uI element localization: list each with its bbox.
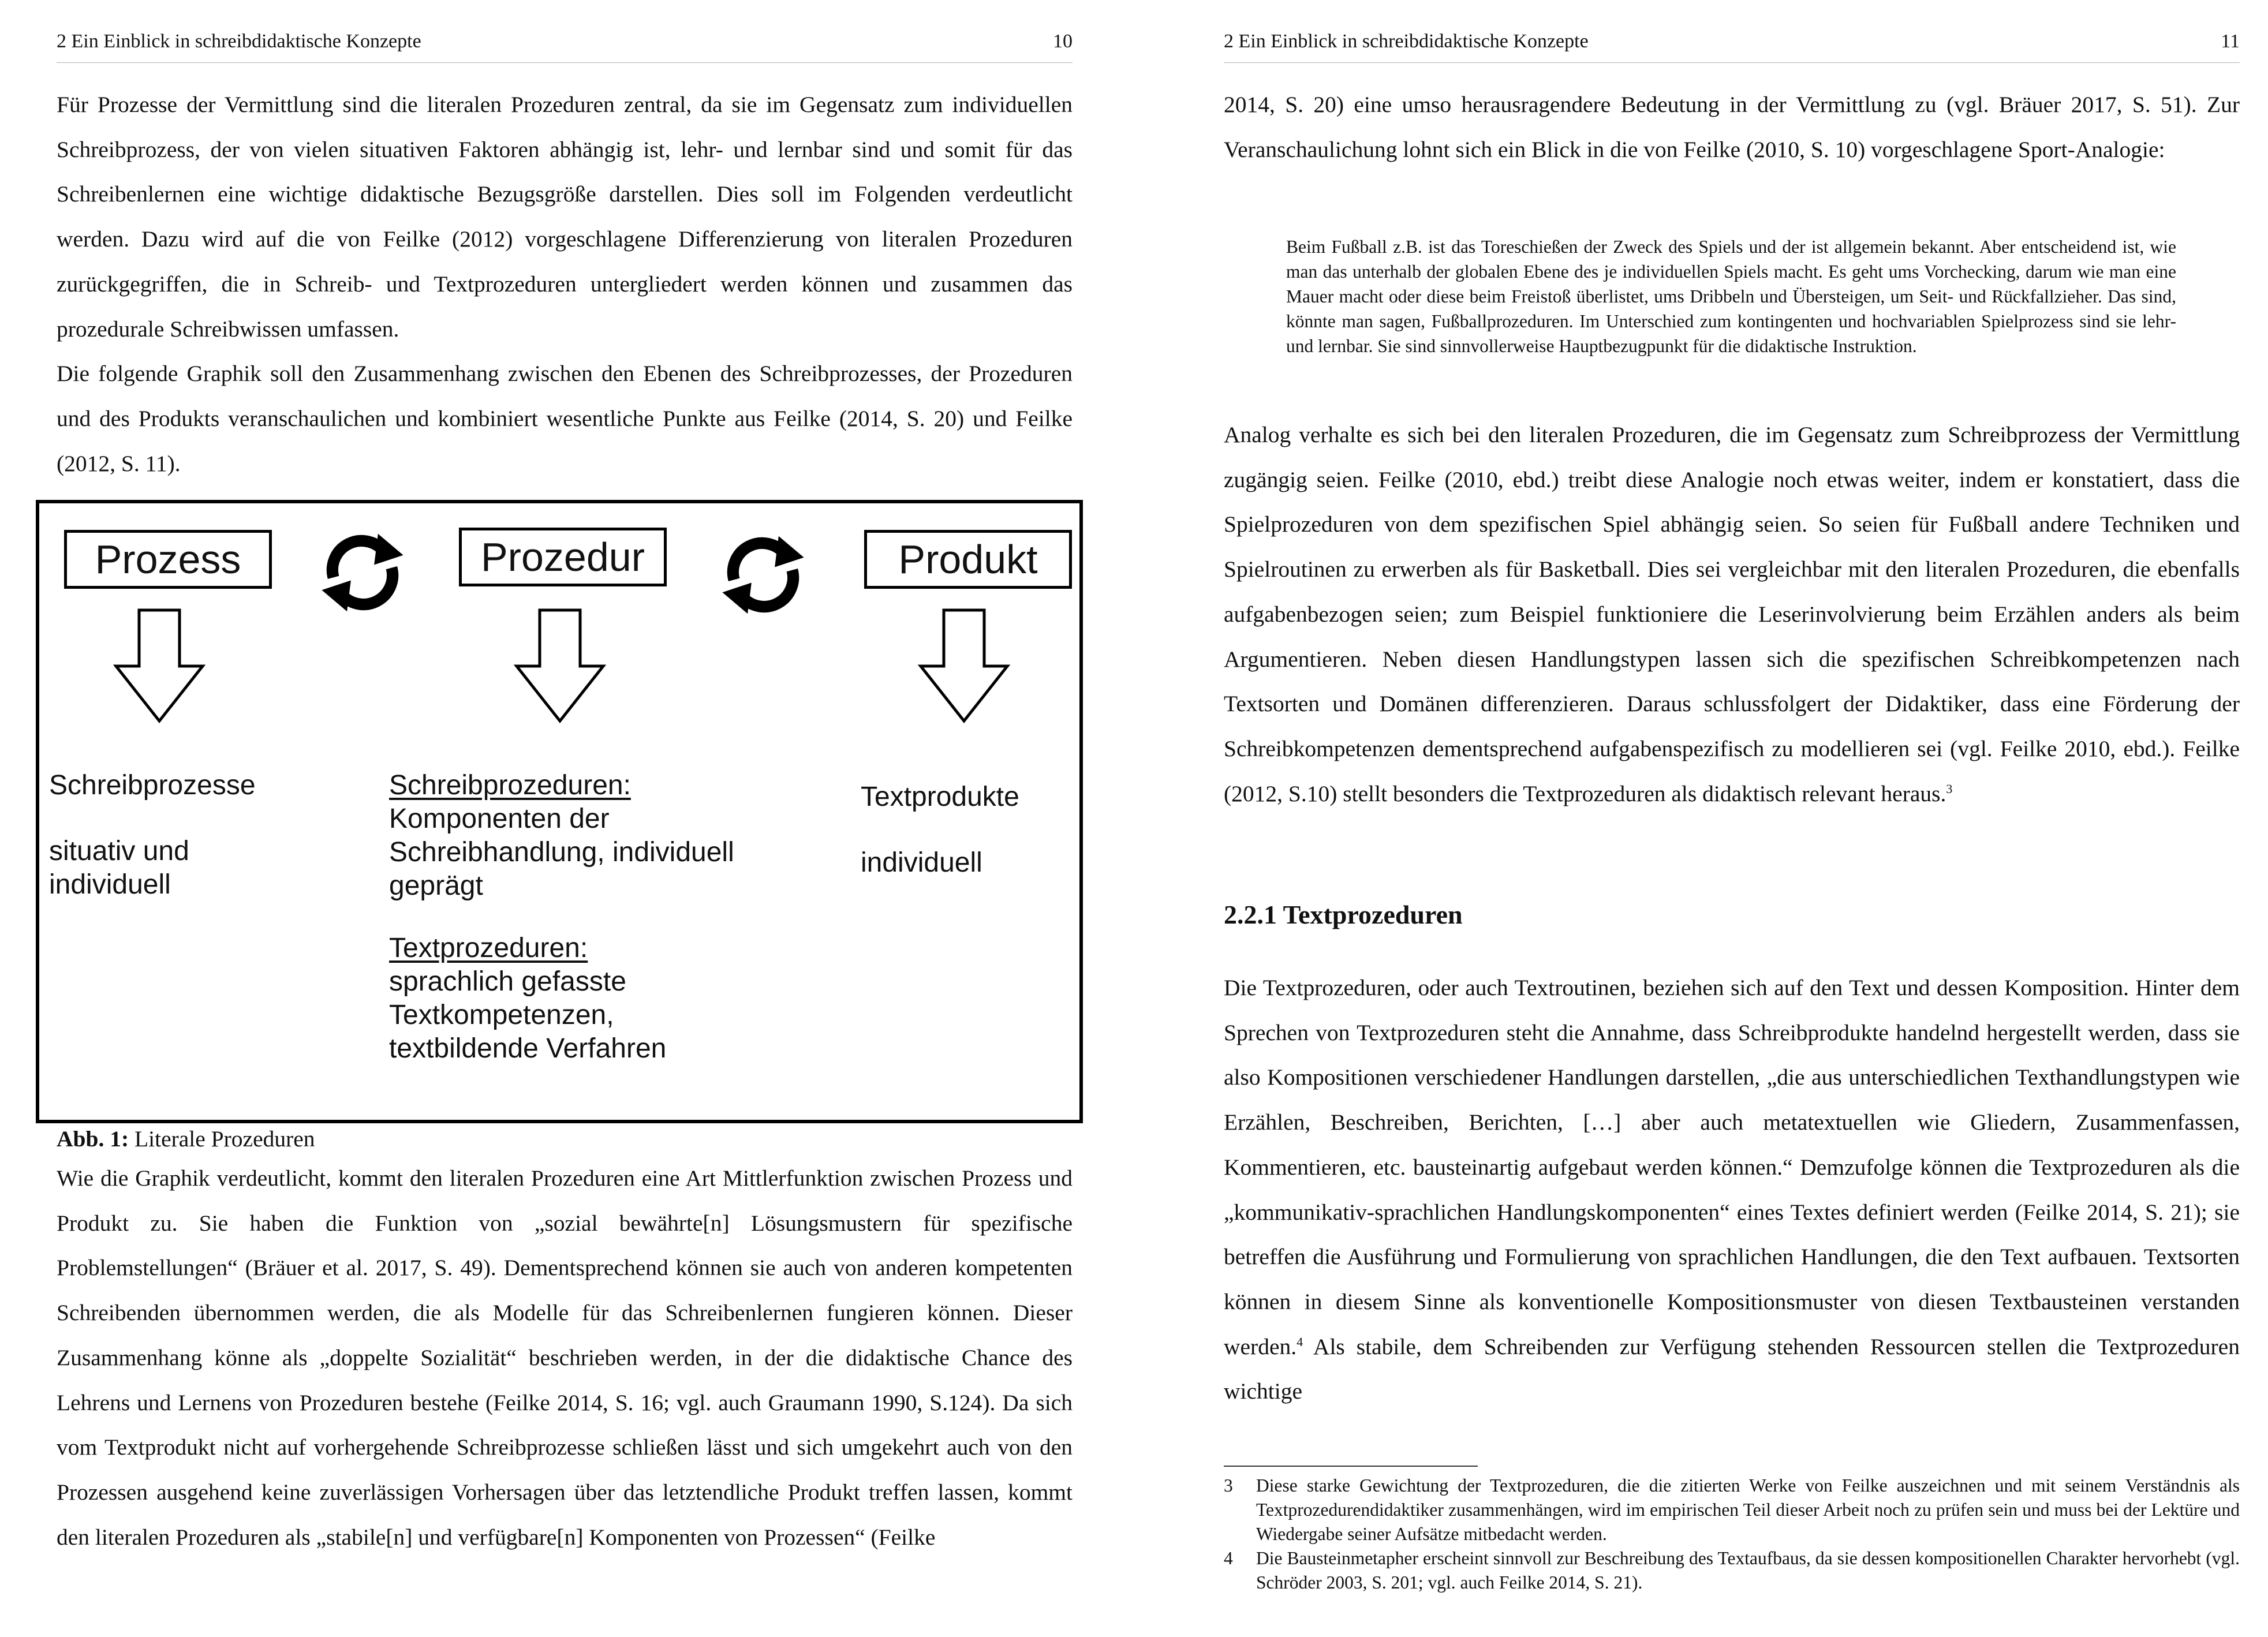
right-body-bottom <box>1224 966 2240 1414</box>
running-head-right <box>1224 29 2240 63</box>
paragraph <box>1224 413 2240 816</box>
refresh-cycle-icon <box>715 526 812 623</box>
right-body-middle <box>1224 413 2240 816</box>
box-prozedur <box>459 528 667 586</box>
footnote-number: 3 <box>1224 1475 1233 1496</box>
caption-text: Literale Prozeduren <box>129 1126 315 1152</box>
col3-title: Textprodukte <box>861 782 1019 812</box>
paragraph-text: Analog verhalte es sich bei den literalen Prozeduren, die im Gegensatz zum Schreibprozess der Vermittlung zugängig seien. Feilke (2010, ebd.) treibt diese Analogie noch etwas weiter, indem er konstatiert, dass die Spielprozeduren von dem spezifischen Spiel abhängig seien. So seien für Fußball andere Techniken und Spielroutinen zu erwerben als für Basketball. Dies sei vergleichbar mit den literalen Prozeduren, die ebenfalls aufgabenbezogen seien; zum Beispiel funktioniere die Leserinvolvierung beim Erzählen anders als beim Argumentieren. Neben diesen Handlungstypen lassen sich die spezifischen Schreibkompetenzen nach Textsorten und Domänen differenzieren. Daraus schlussfolgert der Didaktiker, dass eine Förderung der Schreibkompetenzen dementsprechend aufgabenspezifisch zu modellieren sei (vgl. Feilke 2010, ebd.). Feilke (2012, S.10) stellt besonders die Textprozeduren als didaktisch relevant heraus. <box>1224 422 2240 806</box>
figure-literale-prozeduren <box>36 500 1083 1123</box>
col2-text: Schreibhandlung, individuell <box>389 837 734 868</box>
col1-text: situativ und <box>49 836 189 866</box>
col2-text: Komponenten der <box>389 803 610 834</box>
left-body-top <box>57 83 1073 486</box>
footnote <box>1224 1546 2240 1595</box>
figure-col-textprodukte <box>861 780 1019 880</box>
box-produkt <box>864 530 1072 589</box>
footnote <box>1224 1474 2240 1546</box>
caption-label: Abb. 1: <box>57 1126 129 1152</box>
blockquote-sport-analogie <box>1286 234 2176 358</box>
page-number: 10 <box>1053 31 1073 52</box>
down-arrow-icon <box>918 608 1010 724</box>
page-number: 11 <box>2221 31 2240 52</box>
paragraph: Die folgende Graphik soll den Zusammenhang zwischen den Ebenen des Schreibprozesses, der Prozeduren und des Produkts veranschaulichen und kombiniert wesentliche Punkte aus Feilke (2014, S. 20) und Feilke (2012, S. 11). <box>57 361 1073 476</box>
box-prozedur-label: Prozedur <box>480 535 645 580</box>
col2-text: geprägt <box>389 870 483 901</box>
running-head-left <box>57 29 1073 63</box>
footnote-text: Diese starke Gewichtung der Textprozeduren, die die zitierten Werke von Feilke auszeichnen und mit seinem Verständnis als Textprozedurendidaktiker zusammenhängen, wird im empirischen Teil dieser Arbeit noch zu prüfen sein und muss bei der Lektüre und Wiedergabe seiner Aufsätze mitbedacht werden. <box>1256 1475 2240 1544</box>
running-head-title: 2 Ein Einblick in schreibdidaktische Konzepte <box>57 31 421 52</box>
section-heading: 2.2.1 Textprozeduren <box>1224 900 1463 929</box>
col2-text-b: Textkompetenzen, <box>389 1000 614 1030</box>
left-body-bottom <box>57 1156 1073 1560</box>
col1-title: Schreibprozesse <box>49 770 256 801</box>
col1-text: individuell <box>49 869 171 900</box>
box-prozess-label: Prozess <box>95 537 241 582</box>
box-produkt-label: Produkt <box>898 537 1038 582</box>
box-prozess <box>64 530 272 589</box>
paragraph <box>1224 966 2240 1414</box>
figure-col-schreibprozesse <box>49 769 256 902</box>
col2-text-b: sprachlich gefasste <box>389 966 626 997</box>
footnotes <box>1224 1474 2240 1595</box>
col2-title-b: Textprozeduren: <box>389 933 588 963</box>
paragraph-text: Als stabile, dem Schreibenden zur Verfügung stehenden Ressourcen stellen die Textprozeduren wichtige <box>1224 1333 2240 1404</box>
running-head-title: 2 Ein Einblick in schreibdidaktische Konzepte <box>1224 31 1589 52</box>
footnote-number: 4 <box>1224 1548 1233 1568</box>
right-body-top <box>1224 83 2240 172</box>
paragraph-text: Die Textprozeduren, oder auch Textroutinen, beziehen sich auf den Text und dessen Komposition. Hinter dem Sprechen von Textprozeduren steht die Annahme, dass Schreibprodukte handelnd hergestellt werden, dass sie also Kompositionen verschiedener Handlungen darstellen, „die aus unterschiedlichen Texthandlungstypen wie Erzählen, Beschreiben, Berichten, […] aber auch metatextuellen wie Gliedern, Zusammenfassen, Kommentieren, etc. bausteinartig aufgebaut werden können.“ Demzufolge können die Textprozeduren als die „kommunikativ-sprachlichen Handlungskomponenten“ eines Textes definiert werden (Feilke 2014, S. 21); sie betreffen die Ausführung und Formulierung von sprachlichen Handlungen, die den Text aufbauen. Textsorten können in diesem Sinne als konventionelle Kompositionsmuster von diesen Textbausteinen verstanden werden. <box>1224 975 2240 1359</box>
refresh-cycle-icon <box>314 524 411 621</box>
col2-title: Schreibprozeduren: <box>389 770 631 801</box>
footnote-ref: 3 <box>1946 781 1953 796</box>
down-arrow-icon <box>113 608 205 724</box>
down-arrow-icon <box>514 608 606 724</box>
paragraph: Für Prozesse der Vermittlung sind die literalen Prozeduren zentral, da sie im Gegensatz zum individuellen Schreibprozess, der von vielen situativen Faktoren abhängig ist, lehr- und lernbar sind und somit für das Schreibenlernen eine wichtige didaktische Bezugsgröße darstellen. Dies soll im Folgenden verdeutlicht werden. Dazu wird auf die von Feilke (2012) vorgeschlagene Differenzierung von literalen Prozeduren zurückgegriffen, die in Schreib- und Textprozeduren untergliedert werden können und zusammen das prozedurale Schreibwissen umfassen. <box>57 92 1073 342</box>
col2-text-b: textbildende Verfahren <box>389 1033 667 1064</box>
blockquote-text: Beim Fußball z.B. ist das Toreschießen der Zweck des Spiels und der ist allgemein bekannt. Aber entscheidend ist, wie man das unterhalb der globalen Ebene des je individuellen Spiels macht. Es geht ums Vorchecking, darum wie man eine Mauer macht oder diese beim Freistoß überlistet, ums Dribbeln und Übersteigen, um Seit- und Rückfallzieher. Das sind, könnte man sagen, Fußballprozeduren. Im Unterschied zum kontingenten und hochvariablen Spielprozess sind sie lehr- und lernbar. Sie sind sinnvollerweise Hauptbezugpunkt für die didaktische Instruktion. <box>1286 237 2176 356</box>
left-page <box>49 0 1073 1637</box>
figure-caption <box>57 1123 315 1155</box>
footnote-text: Die Bausteinmetapher erscheint sinnvoll zur Beschreibung des Textaufbaus, da sie dessen kompositionellen Charakter hervorhebt (vgl. Schröder 2003, S. 201; vgl. auch Feilke 2014, S. 21). <box>1256 1548 2240 1593</box>
footnote-ref: 4 <box>1296 1334 1303 1349</box>
footnote-rule <box>1224 1466 1478 1467</box>
paragraph: 2014, S. 20) eine umso herausragendere Bedeutung in der Vermittlung zu (vgl. Bräuer 2017, S. 51). Zur Veranschaulichung lohnt sich ein Blick in die von Feilke (2010, S. 10) vorgeschlagene Sport-Analogie: <box>1224 92 2240 162</box>
figure-col-prozeduren <box>389 769 734 1066</box>
paragraph: Wie die Graphik verdeutlicht, kommt den literalen Prozeduren eine Art Mittlerfunktion zwischen Prozess und Produkt zu. Sie haben die Funktion von „sozial bewährte[n] Lösungsmustern für spezifische Problemstellungen“ (Bräuer et al. 2017, S. 49). Dementsprechend können sie auch von anderen kompetenten Schreibenden übernommen werden, die als Modelle für das Schreibenlernen fungieren können. Dieser Zusammenhang könne als „doppelte Sozialität“ beschrieben werden, in der die didaktische Chance des Lehrens und Lernens von Prozeduren bestehe (Feilke 2014, S. 16; vgl. auch Graumann 1990, S.124). Da sich vom Textprodukt nicht auf vorhergehende Schreibprozesse schließen lässt und sich umgekehrt auch von den Prozessen ausgehend keine zuverlässigen Vorhersagen über das letztendliche Produkt treffen lassen, kommt den literalen Prozeduren als „stabile[n] und verfügbare[n] Komponenten von Prozessen“ (Feilke <box>57 1165 1073 1550</box>
col3-text: individuell <box>861 847 982 878</box>
right-page <box>1224 0 2240 1637</box>
